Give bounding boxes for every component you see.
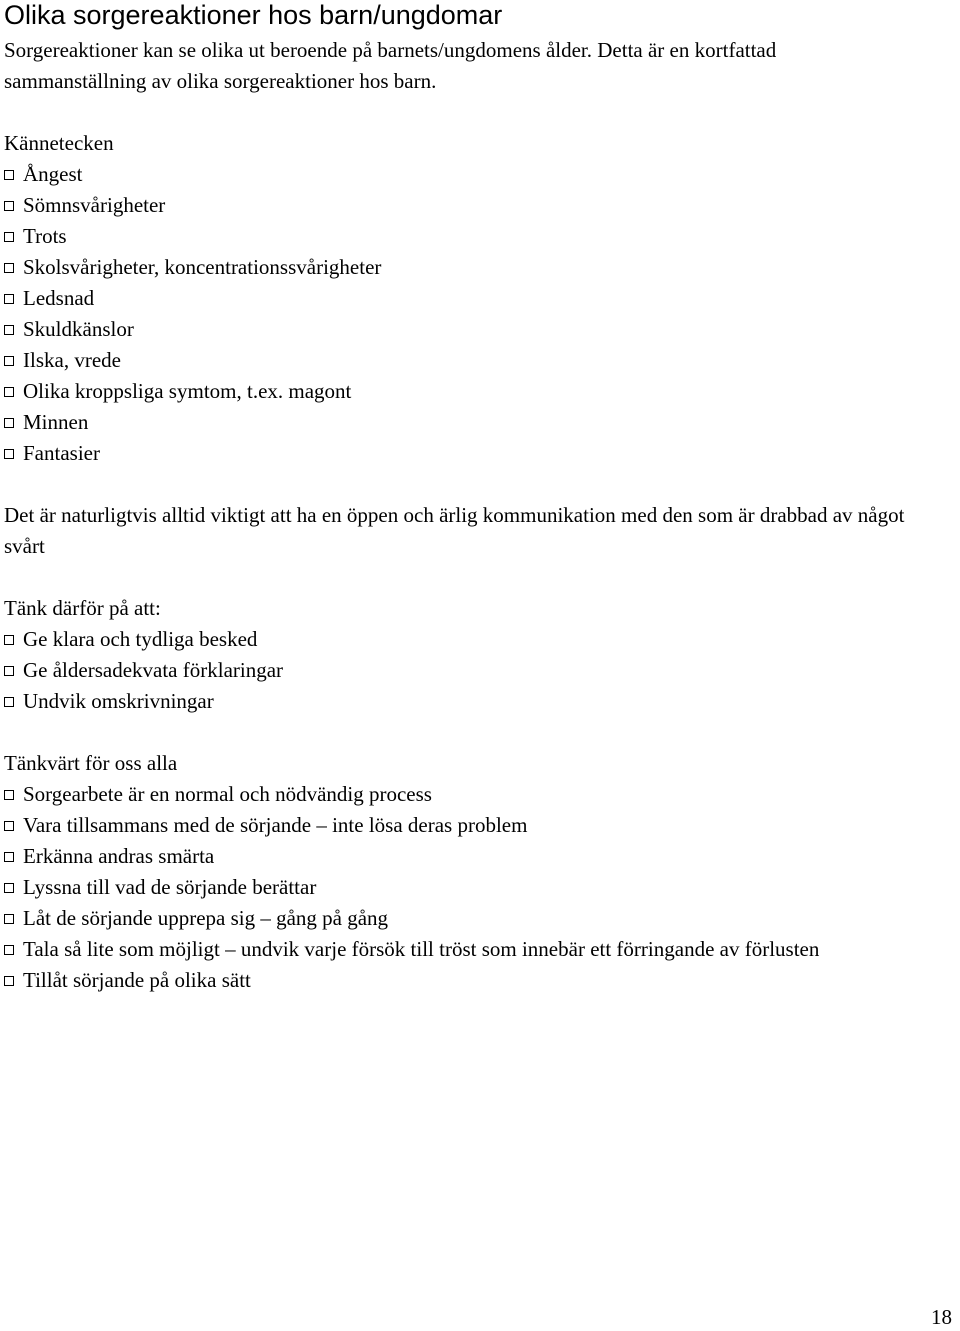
list-item-text: Olika kroppsliga symtom, t.ex. magont [23,379,352,403]
list-item-text: Ledsnad [23,286,95,310]
list-item-text: Sorgearbete är en normal och nödvändig process [23,782,432,806]
checkbox-square-icon [4,697,14,707]
list-item-text: Ge klara och tydliga besked [23,627,258,651]
list-item-text: Låt de sörjande upprepa sig – gång på gång [23,906,389,930]
list-item-text: Vara tillsammans med de sörjande – inte lösa deras problem [23,813,528,837]
list-item [4,376,949,407]
list-item [4,934,949,965]
list-item [4,407,949,438]
list-item [4,624,949,655]
think-heading: Tänk därför på att: [4,596,161,620]
checkbox-square-icon [4,356,14,366]
page-number: 18 [931,1305,952,1329]
checkbox-square-icon [4,790,14,800]
checkbox-square-icon [4,201,14,211]
checkbox-square-icon [4,666,14,676]
page-title: Olika sorgereaktioner hos barn/ungdomar [4,0,503,30]
list-item-text: Fantasier [23,441,100,465]
checkbox-square-icon [4,635,14,645]
intro-paragraph: Sorgereaktioner kan se olika ut beroende på barnets/ungdomens ålder. Detta är en kortfattad sammanställning av olika sorgereaktioner hos barn. [4,38,777,93]
list-item [4,810,949,841]
list-item [4,283,949,314]
signs-section [4,128,949,469]
list-item [4,221,949,252]
list-item-text: Tala så lite som möjligt – undvik varje försök till tröst som innebär ett förringande av förlusten [23,937,820,961]
checkbox-square-icon [4,170,14,180]
think-section [4,593,949,717]
communication-paragraph: Det är naturligtvis alltid viktigt att ha en öppen och ärlig kommunikation med den som är drabbad av något svårt [4,503,905,558]
list-item-text: Trots [23,224,67,248]
list-item-text: Lyssna till vad de sörjande berättar [23,875,317,899]
list-item [4,779,949,810]
list-item [4,159,949,190]
list-item [4,965,949,996]
checkbox-square-icon [4,387,14,397]
checkbox-square-icon [4,945,14,955]
worth-heading: Tänkvärt för oss alla [4,751,178,775]
list-item [4,345,949,376]
checkbox-square-icon [4,232,14,242]
worth-list [4,779,949,996]
checkbox-square-icon [4,976,14,986]
list-item [4,872,949,903]
list-item [4,190,949,221]
list-item [4,655,949,686]
checkbox-square-icon [4,418,14,428]
checkbox-square-icon [4,914,14,924]
list-item-text: Minnen [23,410,89,434]
worth-section [4,748,949,996]
checkbox-square-icon [4,294,14,304]
checkbox-square-icon [4,325,14,335]
communication-section [4,500,949,562]
list-item-text: Sömnsvårigheter [23,193,166,217]
list-item-text: Ilska, vrede [23,348,121,372]
think-list [4,624,949,717]
list-item-text: Skolsvårigheter, koncentrationssvårigheter [23,255,382,279]
list-item-text: Undvik omskrivningar [23,689,214,713]
checkbox-square-icon [4,263,14,273]
list-item-text: Ge åldersadekvata förklaringar [23,658,284,682]
list-item-text: Tillåt sörjande på olika sätt [23,968,251,992]
list-item [4,686,949,717]
checkbox-square-icon [4,852,14,862]
signs-list [4,159,949,469]
list-item [4,841,949,872]
list-item [4,314,949,345]
signs-heading: Kännetecken [4,131,114,155]
checkbox-square-icon [4,821,14,831]
list-item [4,903,949,934]
list-item [4,252,949,283]
checkbox-square-icon [4,883,14,893]
list-item-text: Erkänna andras smärta [23,844,215,868]
checkbox-square-icon [4,449,14,459]
list-item-text: Ångest [23,162,83,186]
list-item-text: Skuldkänslor [23,317,134,341]
list-item [4,438,949,469]
